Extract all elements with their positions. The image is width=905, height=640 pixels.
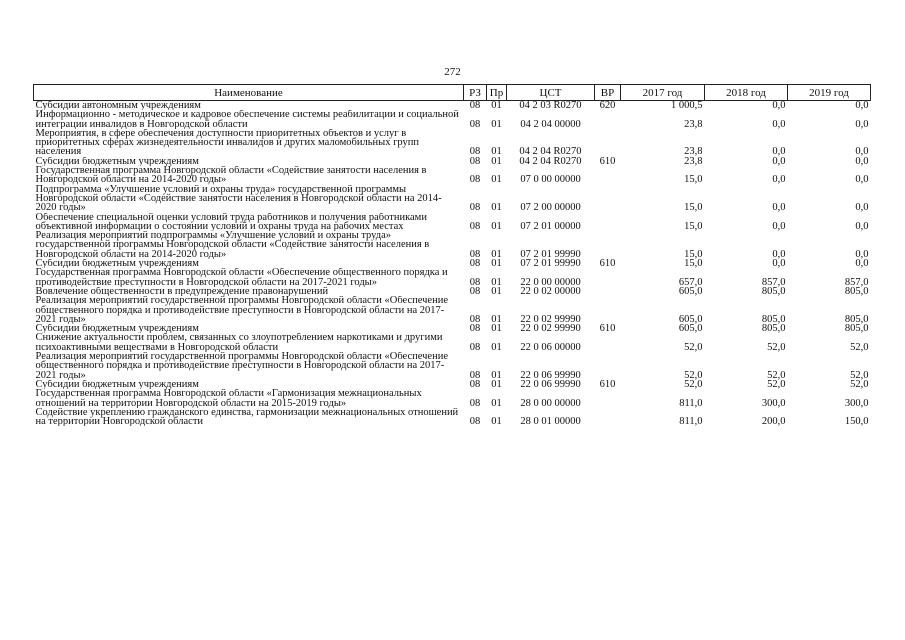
table-row — [34, 166, 871, 185]
cell-rz: 08 — [469, 369, 481, 381]
cell-pr: 01 — [491, 416, 502, 428]
cell-vr — [595, 333, 621, 352]
cell-vr: 610 — [599, 323, 616, 335]
table-row — [34, 268, 871, 287]
cell-rz: 08 — [469, 416, 481, 428]
table-body — [34, 101, 871, 427]
cell-2017: 52,0 — [684, 341, 703, 353]
cell-2019: 0,0 — [855, 248, 869, 260]
cell-name: Вовлечение общественности в предупреждение правонарушений — [35, 286, 329, 297]
cell-rz: 08 — [469, 285, 481, 297]
cell-name: Реализация мероприятий государственной программы Новгородской области «Обеспечение общественного порядка и противодействие преступности в Новгородской области на 2017-2021 годы» — [35, 352, 448, 380]
cell-pr: 01 — [491, 118, 502, 130]
cell-2017: 657,0 — [678, 276, 703, 288]
table-row — [34, 380, 871, 389]
cell-2019: 857,0 — [844, 276, 869, 288]
cell-vr — [595, 389, 621, 408]
cell-2019: 0,0 — [855, 258, 869, 270]
cell-2019: 52,0 — [850, 369, 869, 381]
cell-pr: 01 — [491, 155, 502, 167]
cell-2018: 0,0 — [772, 220, 786, 232]
cell-name: Реализация мероприятий подпрограммы «Улучшение условий и охраны труда» государственной программы Новгородской области «Содействие занятости населения в Новгородской области на 2014-2020 годы» — [35, 231, 430, 260]
cell-vr: 610 — [599, 378, 616, 390]
cell-name: Содействие укреплению гражданского единства, гармонизации межнациональных отношений на территории Новгородской области — [35, 407, 459, 427]
cell-cst: 22 0 06 99990 — [520, 378, 581, 390]
cell-name: Субсидии бюджетным учреждениям — [35, 324, 199, 334]
table-row — [34, 157, 871, 166]
cell-2019: 52,0 — [850, 378, 869, 390]
table-row — [34, 389, 871, 408]
header-cst: ЦСТ — [507, 85, 595, 101]
table-row — [34, 110, 871, 129]
cell-2018: 0,0 — [772, 155, 786, 167]
cell-name: Государственная программа Новгородской области «Обеспечение общественного порядка и противодействие преступности в Новгородской области на 2017-2021 годы» — [35, 268, 448, 287]
cell-rz: 08 — [469, 341, 481, 353]
cell-name: Информационно - методическое и кадровое обеспечение системы реабилитации и социальной интеграции инвалидов в Новгородской области — [35, 110, 459, 129]
cell-pr: 01 — [491, 285, 502, 297]
cell-rz: 08 — [469, 276, 481, 288]
cell-pr: 01 — [491, 378, 502, 390]
cell-2018: 0,0 — [772, 248, 786, 260]
cell-pr: 01 — [491, 100, 502, 111]
cell-2017: 52,0 — [684, 378, 703, 390]
cell-name: Субсидии бюджетным учреждениям — [35, 259, 199, 269]
cell-pr: 01 — [491, 174, 502, 186]
header-vr: ВР — [595, 85, 621, 101]
cell-pr: 01 — [491, 276, 502, 288]
page-number: 272 — [444, 66, 461, 78]
cell-2017: 15,0 — [684, 248, 703, 260]
cell-cst: 07 2 00 00000 — [520, 202, 581, 214]
cell-name: Субсидии бюджетным учреждениям — [35, 156, 199, 167]
cell-name: Снижение актуальности проблем, связанных со злоупотреблением наркотиками и другими психоактивными веществами в Новгородской области — [35, 333, 443, 353]
cell-vr — [595, 166, 621, 185]
cell-2019: 300,0 — [844, 397, 869, 409]
cell-2017: 15,0 — [684, 220, 703, 232]
cell-2019: 0,0 — [855, 202, 869, 214]
header-rz: РЗ — [464, 85, 487, 101]
cell-vr — [595, 129, 621, 157]
cell-cst: 22 0 00 00000 — [520, 276, 581, 288]
cell-vr — [595, 185, 621, 213]
cell-cst: 04 2 04 R0270 — [519, 155, 582, 167]
table-row — [34, 352, 871, 380]
cell-2017: 15,0 — [684, 258, 703, 270]
cell-cst: 07 0 00 00000 — [520, 174, 581, 186]
cell-rz: 08 — [469, 397, 481, 409]
cell-2017: 605,0 — [678, 285, 703, 297]
cell-cst: 22 0 02 99990 — [520, 313, 581, 325]
cell-2019: 0,0 — [855, 146, 869, 158]
cell-2019: 0,0 — [855, 220, 869, 232]
cell-rz: 08 — [469, 174, 481, 186]
cell-2017: 23,8 — [684, 146, 703, 158]
cell-pr: 01 — [491, 146, 502, 158]
budget-table — [33, 84, 871, 426]
cell-pr: 01 — [491, 220, 502, 232]
cell-2018: 857,0 — [761, 276, 786, 288]
cell-cst: 07 2 01 99990 — [520, 248, 581, 260]
cell-vr — [595, 213, 621, 232]
table-row — [34, 287, 871, 296]
cell-cst: 04 2 03 R0270 — [519, 100, 582, 111]
cell-rz: 08 — [469, 378, 481, 390]
cell-2019: 805,0 — [844, 285, 869, 297]
table-row — [34, 333, 871, 352]
cell-2019: 0,0 — [855, 155, 869, 167]
cell-vr: 620 — [599, 100, 616, 111]
cell-name: Субсидии автономным учреждениям — [35, 100, 201, 111]
cell-name: Государственная программа Новгородской области «Содействие занятости населения в Новгородской области на 2014-2020 годы» — [35, 166, 427, 185]
cell-2018: 805,0 — [761, 313, 786, 325]
cell-2018: 52,0 — [767, 369, 786, 381]
cell-cst: 22 0 02 99990 — [520, 323, 581, 335]
cell-2017: 605,0 — [678, 313, 703, 325]
cell-2018: 200,0 — [761, 416, 786, 428]
cell-2018: 52,0 — [767, 378, 786, 390]
cell-2018: 52,0 — [767, 341, 786, 353]
cell-pr: 01 — [491, 313, 502, 325]
table-row — [34, 296, 871, 324]
cell-rz: 08 — [469, 100, 481, 111]
cell-2018: 805,0 — [761, 285, 786, 297]
cell-2018: 805,0 — [761, 323, 786, 335]
cell-cst: 04 2 04 00000 — [520, 118, 581, 130]
cell-vr: 610 — [599, 155, 616, 167]
cell-name: Реализация мероприятий государственной программы Новгородской области «Обеспечение общественного порядка и противодействие преступности в Новгородской области на 2017-2021 годы» — [35, 296, 448, 325]
cell-pr: 01 — [491, 323, 502, 335]
cell-rz: 08 — [469, 155, 481, 167]
cell-name: Обеспечение специальной оценки условий труда работников и получения работниками объективной информации о состоянии условий и охраны труда на рабочих местах — [35, 212, 427, 232]
cell-2018: 300,0 — [761, 397, 786, 409]
cell-2018: 0,0 — [772, 118, 786, 130]
header-2017: 2017 год — [621, 85, 705, 101]
cell-vr — [595, 352, 621, 380]
cell-2018: 0,0 — [772, 174, 786, 186]
cell-cst: 28 0 01 00000 — [520, 416, 581, 428]
table-row — [34, 231, 871, 259]
cell-vr — [595, 296, 621, 324]
cell-2017: 23,8 — [684, 155, 703, 167]
header-pr: Пр — [487, 85, 507, 101]
cell-cst: 28 0 00 00000 — [520, 397, 581, 409]
cell-cst: 22 0 06 99990 — [520, 369, 581, 381]
cell-cst: 22 0 06 00000 — [520, 341, 581, 353]
table-row — [34, 259, 871, 268]
cell-rz: 08 — [469, 118, 481, 130]
table-row — [34, 185, 871, 213]
cell-2017: 811,0 — [679, 416, 703, 428]
cell-name: Государственная программа Новгородской области «Гармонизация межнациональных отношений на территории Новгородской области на 2015-2019 годы» — [35, 389, 422, 408]
table-row — [34, 408, 871, 427]
table-row — [34, 101, 871, 111]
cell-pr: 01 — [491, 202, 502, 214]
cell-2019: 0,0 — [855, 100, 869, 111]
cell-vr — [595, 408, 621, 427]
cell-cst: 04 2 04 R0270 — [519, 146, 582, 158]
table-row — [34, 213, 871, 232]
cell-vr — [595, 231, 621, 259]
cell-name: Подпрограмма «Улучшение условий и охраны труда» государственной программы Новгородской области «Содействие занятости населения в Новгородской области на 2014-2020 годы» — [35, 184, 442, 213]
cell-cst: 07 2 01 99990 — [520, 258, 581, 270]
cell-2018: 0,0 — [772, 100, 786, 111]
cell-vr — [595, 110, 621, 129]
cell-name: Субсидии бюджетным учреждениям — [35, 379, 199, 390]
table-row — [34, 324, 871, 333]
cell-2018: 0,0 — [772, 258, 786, 270]
cell-2017: 15,0 — [684, 174, 703, 186]
cell-2018: 0,0 — [772, 202, 786, 214]
cell-rz: 08 — [469, 146, 481, 158]
cell-2019: 0,0 — [855, 118, 869, 130]
cell-2019: 805,0 — [844, 313, 869, 325]
cell-rz: 08 — [469, 248, 481, 260]
cell-2019: 0,0 — [855, 174, 869, 186]
cell-cst: 07 2 01 00000 — [520, 220, 581, 232]
cell-rz: 08 — [469, 202, 481, 214]
cell-vr — [595, 268, 621, 287]
cell-2019: 150,0 — [844, 416, 869, 428]
cell-2019: 805,0 — [844, 323, 869, 335]
cell-2018: 0,0 — [772, 146, 786, 158]
cell-rz: 08 — [469, 323, 481, 335]
cell-cst: 22 0 02 00000 — [520, 285, 581, 297]
table-header — [34, 85, 871, 101]
cell-vr: 610 — [599, 258, 616, 270]
header-name: Наименование — [34, 85, 464, 101]
cell-rz: 08 — [469, 258, 481, 270]
cell-2017: 811,0 — [679, 397, 703, 409]
cell-2017: 23,8 — [684, 118, 703, 130]
cell-2017: 1 000,5 — [671, 100, 703, 111]
header-2018: 2018 год — [705, 85, 788, 101]
cell-pr: 01 — [491, 369, 502, 381]
cell-rz: 08 — [469, 220, 481, 232]
cell-vr — [595, 287, 621, 296]
cell-2019: 52,0 — [850, 341, 869, 353]
cell-pr: 01 — [491, 258, 502, 270]
cell-pr: 01 — [491, 248, 502, 260]
cell-2017: 15,0 — [684, 202, 703, 214]
cell-2017: 52,0 — [684, 369, 703, 381]
cell-rz: 08 — [469, 313, 481, 325]
header-2019: 2019 год — [788, 85, 871, 101]
table-row — [34, 129, 871, 157]
cell-name: Мероприятия, в сфере обеспечения доступности приоритетных объектов и услуг в приоритетных сферах жизнедеятельности инвалидов и других маломобильных групп населения — [35, 128, 419, 157]
cell-pr: 01 — [491, 397, 502, 409]
cell-pr: 01 — [491, 341, 502, 353]
cell-2017: 605,0 — [678, 323, 703, 335]
